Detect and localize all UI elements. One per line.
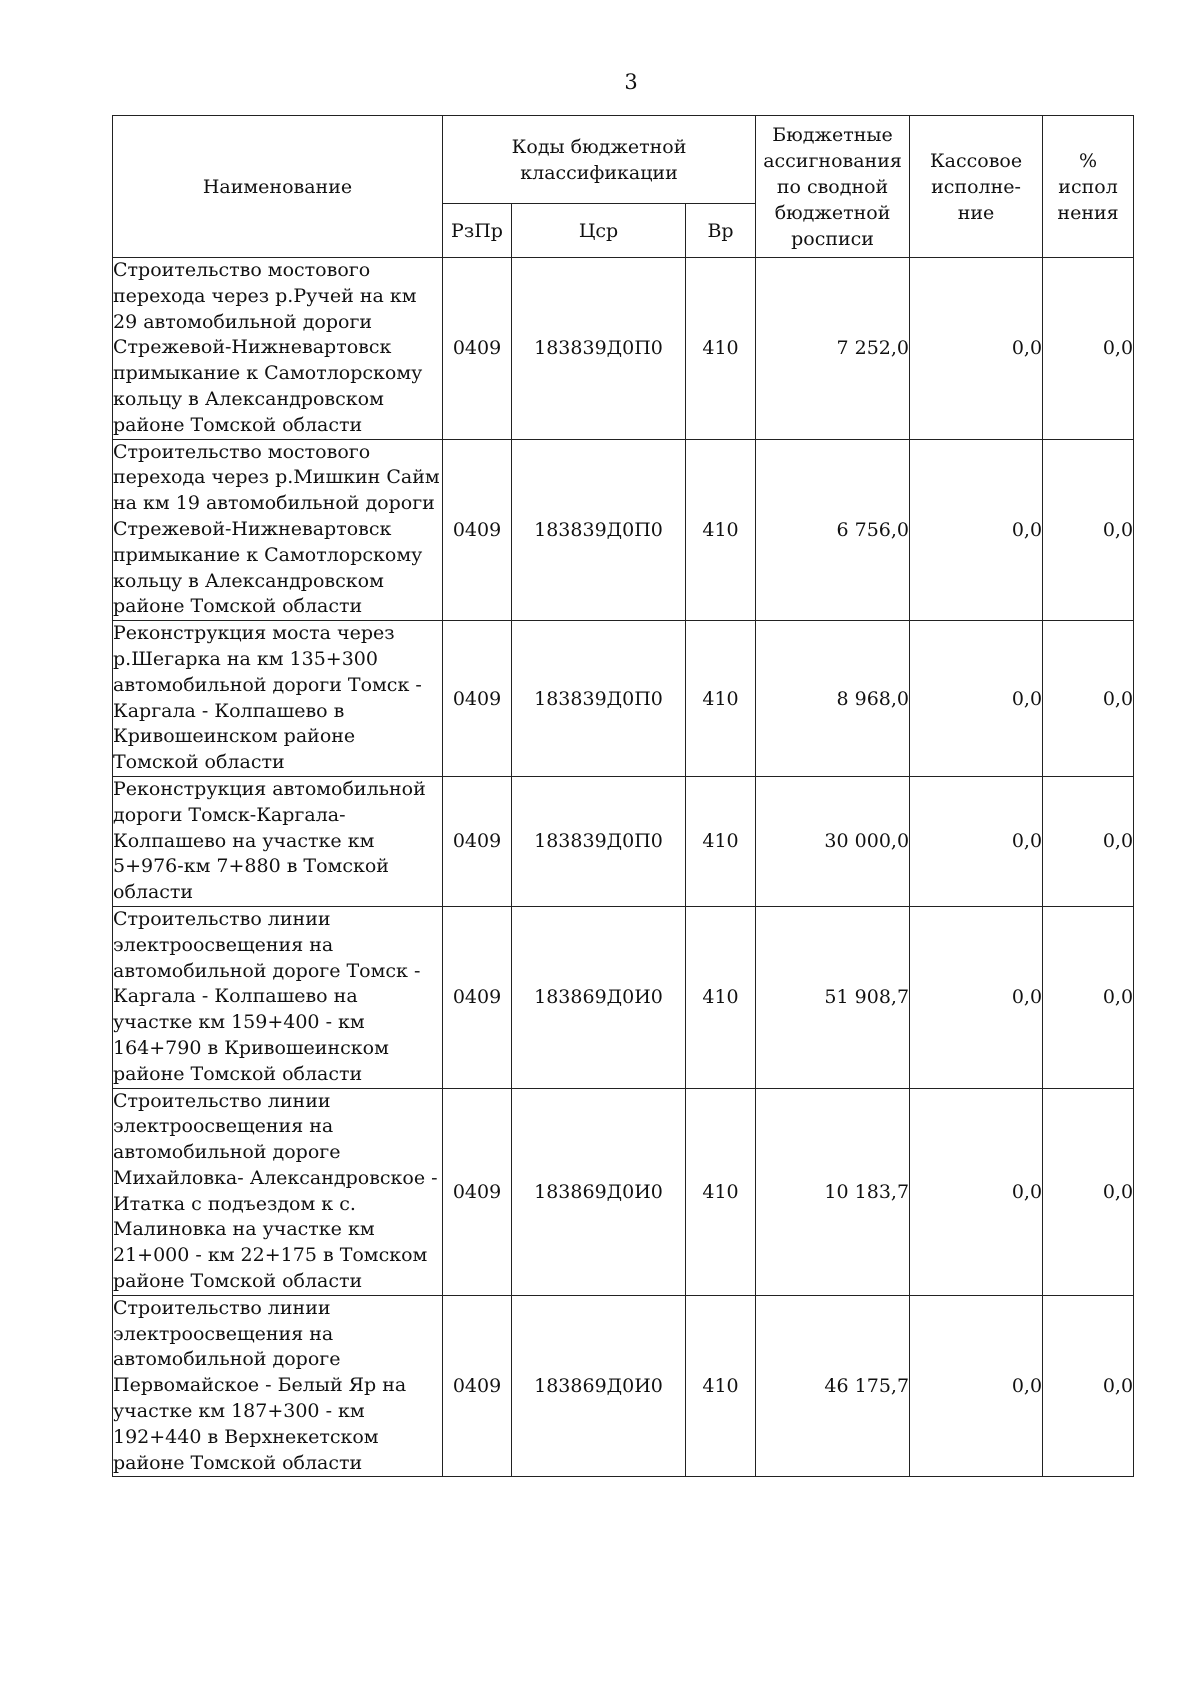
header-cash-execution: Кассовое исполне-ние xyxy=(910,116,1043,258)
table-row xyxy=(113,1088,1134,1295)
row-assigned: 46 175,7 xyxy=(756,1295,910,1477)
header-rzpr: РзПр xyxy=(443,204,512,258)
row-vr: 410 xyxy=(686,906,756,1088)
budget-table xyxy=(112,115,1134,1477)
row-assigned: 10 183,7 xyxy=(756,1088,910,1295)
row-percent: 0,0 xyxy=(1043,1295,1134,1477)
row-vr: 410 xyxy=(686,776,756,906)
header-percent-execution: % испол нения xyxy=(1043,116,1134,258)
row-cash: 0,0 xyxy=(910,258,1043,440)
page-number: 3 xyxy=(624,70,638,94)
table-row xyxy=(113,258,1134,440)
row-percent: 0,0 xyxy=(1043,906,1134,1088)
row-assigned: 51 908,7 xyxy=(756,906,910,1088)
row-vr: 410 xyxy=(686,621,756,777)
row-csr: 183869Д0И0 xyxy=(512,906,686,1088)
row-rzpr: 0409 xyxy=(443,776,512,906)
row-csr: 183869Д0И0 xyxy=(512,1295,686,1477)
row-rzpr: 0409 xyxy=(443,621,512,777)
table-row xyxy=(113,906,1134,1088)
row-name: Строительство линии электроосвещения на автомобильной дороге Михайловка- Александровское - Итатка с подъездом к с. Малиновка на участке км 21+000 - км 22+175 в Томском районе Томской области xyxy=(113,1088,443,1295)
row-percent: 0,0 xyxy=(1043,439,1134,621)
row-name: Реконструкция автомобильной дороги Томск-Каргала-Колпашево на участке км 5+976-км 7+880 в Томской области xyxy=(113,776,443,906)
row-csr: 183869Д0И0 xyxy=(512,1088,686,1295)
row-assigned: 8 968,0 xyxy=(756,621,910,777)
row-name: Строительство мостового перехода через р.Ручей на км 29 автомобильной дороги Стрежевой-Нижневартовск примыкание к Самотлорскому кольцу в Александровском районе Томской области xyxy=(113,258,443,440)
row-percent: 0,0 xyxy=(1043,621,1134,777)
table-header xyxy=(113,116,1134,258)
header-name: Наименование xyxy=(113,116,443,258)
row-cash: 0,0 xyxy=(910,621,1043,777)
header-vr: Вр xyxy=(686,204,756,258)
row-assigned: 30 000,0 xyxy=(756,776,910,906)
table-body xyxy=(113,258,1134,1477)
row-rzpr: 0409 xyxy=(443,906,512,1088)
row-name: Строительство линии электроосвещения на автомобильной дороге Первомайское - Белый Яр на участке км 187+300 - км 192+440 в Верхнекетском районе Томской области xyxy=(113,1295,443,1477)
row-vr: 410 xyxy=(686,439,756,621)
row-rzpr: 0409 xyxy=(443,258,512,440)
row-csr: 183839Д0П0 xyxy=(512,258,686,440)
row-percent: 0,0 xyxy=(1043,1088,1134,1295)
row-rzpr: 0409 xyxy=(443,1295,512,1477)
row-rzpr: 0409 xyxy=(443,1088,512,1295)
row-cash: 0,0 xyxy=(910,1088,1043,1295)
header-csr: Цср xyxy=(512,204,686,258)
row-name: Реконструкция моста через р.Шегарка на км 135+300 автомобильной дороги Томск - Каргала - Колпашево в Кривошеинском районе Томской области xyxy=(113,621,443,777)
row-vr: 410 xyxy=(686,1295,756,1477)
table-row xyxy=(113,1295,1134,1477)
row-cash: 0,0 xyxy=(910,776,1043,906)
row-csr: 183839Д0П0 xyxy=(512,621,686,777)
row-percent: 0,0 xyxy=(1043,776,1134,906)
row-vr: 410 xyxy=(686,1088,756,1295)
row-assigned: 7 252,0 xyxy=(756,258,910,440)
table-row xyxy=(113,621,1134,777)
row-assigned: 6 756,0 xyxy=(756,439,910,621)
row-name: Строительство линии электроосвещения на автомобильной дороге Томск - Каргала - Колпашево на участке км 159+400 - км 164+790 в Кривошеинском районе Томской области xyxy=(113,906,443,1088)
table-row xyxy=(113,439,1134,621)
row-cash: 0,0 xyxy=(910,906,1043,1088)
row-percent: 0,0 xyxy=(1043,258,1134,440)
row-cash: 0,0 xyxy=(910,439,1043,621)
row-name: Строительство мостового перехода через р.Мишкин Сайм на км 19 автомобильной дороги Стрежевой-Нижневартовск примыкание к Самотлорскому кольцу в Александровском районе Томской области xyxy=(113,439,443,621)
row-csr: 183839Д0П0 xyxy=(512,439,686,621)
row-cash: 0,0 xyxy=(910,1295,1043,1477)
table-row xyxy=(113,776,1134,906)
header-codes-group: Коды бюджетной классификации xyxy=(443,116,756,204)
header-assignments: Бюджетные ассигнования по сводной бюджетной росписи xyxy=(756,116,910,258)
row-vr: 410 xyxy=(686,258,756,440)
row-csr: 183839Д0П0 xyxy=(512,776,686,906)
row-rzpr: 0409 xyxy=(443,439,512,621)
